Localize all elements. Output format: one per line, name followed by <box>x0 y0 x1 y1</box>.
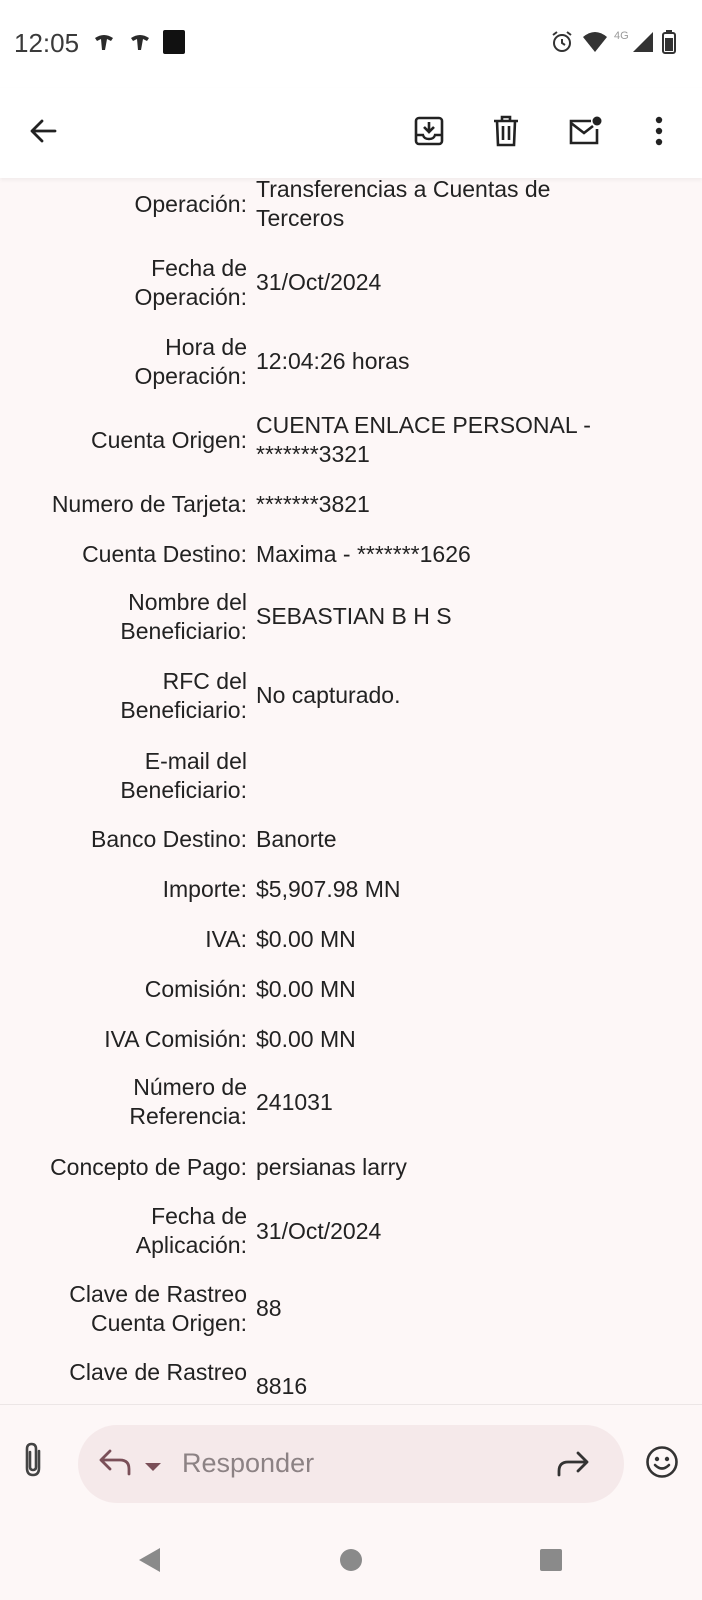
detail-value: Transferencias a Cuentas de Terceros <box>256 178 551 231</box>
forward-icon[interactable] <box>556 1449 590 1482</box>
detail-value: 88 <box>256 1295 282 1321</box>
reply-placeholder: Responder <box>182 1448 315 1478</box>
reply-field[interactable] <box>78 1425 624 1503</box>
nav-back-icon[interactable] <box>136 1546 162 1579</box>
detail-label: Número de Referencia: <box>129 1074 247 1129</box>
more-vertical-icon <box>654 115 664 152</box>
detail-value: CUENTA ENLACE PERSONAL - *******3321 <box>256 412 591 467</box>
detail-label: IVA: <box>205 926 247 952</box>
battery-icon <box>662 30 676 59</box>
signal-icon <box>632 30 654 59</box>
attach-button[interactable] <box>20 1441 46 1484</box>
detail-value: 241031 <box>256 1089 333 1115</box>
nav-recents-icon[interactable] <box>539 1548 563 1577</box>
mark-unread-button[interactable] <box>558 106 612 160</box>
reply-bar <box>0 1404 702 1519</box>
notification-icon <box>128 30 152 59</box>
archive-button[interactable] <box>402 106 456 160</box>
paperclip-icon <box>20 1466 46 1483</box>
alarm-icon <box>550 30 574 59</box>
status-bar <box>0 0 702 88</box>
detail-label: Clave de Rastreo <box>69 1359 247 1385</box>
email-toolbar <box>0 88 702 178</box>
reply-icon <box>98 1447 132 1482</box>
detail-label: Comisión: <box>144 976 247 1002</box>
detail-label: Nombre del Beneficiario: <box>120 589 247 644</box>
email-body <box>0 178 702 1404</box>
detail-value: persianas larry <box>256 1154 407 1180</box>
detail-value: Banorte <box>256 826 337 852</box>
back-button[interactable] <box>16 106 70 160</box>
detail-label: E-mail del Beneficiario: <box>120 748 247 803</box>
system-navigation-bar <box>0 1518 702 1600</box>
wifi-icon <box>582 30 608 59</box>
detail-value: 8816 <box>256 1373 308 1399</box>
detail-value: Maxima - *******1626 <box>256 541 471 567</box>
detail-value: $0.00 MN <box>256 976 356 1002</box>
detail-label: Banco Destino: <box>91 826 247 852</box>
trash-icon <box>491 115 521 152</box>
back-arrow-icon <box>28 116 58 151</box>
reply-options-dropdown-icon[interactable] <box>144 1459 162 1477</box>
detail-value: 31/Oct/2024 <box>256 1218 382 1244</box>
detail-value: $0.00 MN <box>256 1026 356 1052</box>
detail-label: Importe: <box>162 876 247 902</box>
detail-label: Cuenta Destino: <box>82 541 247 567</box>
detail-label: IVA Comisión: <box>104 1026 247 1052</box>
more-options-button[interactable] <box>632 106 686 160</box>
detail-label: Clave de Rastreo Cuenta Origen: <box>69 1281 247 1336</box>
detail-value: $5,907.98 MN <box>256 876 401 902</box>
detail-label: Concepto de Pago: <box>50 1154 247 1180</box>
detail-label: Cuenta Origen: <box>91 427 247 453</box>
app-notification-icon <box>162 29 186 60</box>
detail-label: Numero de Tarjeta: <box>51 491 247 517</box>
detail-value: $0.00 MN <box>256 926 356 952</box>
nav-home-icon[interactable] <box>339 1548 363 1577</box>
detail-value: 31/Oct/2024 <box>256 269 382 295</box>
detail-value: 12:04:26 horas <box>256 348 410 374</box>
detail-label: Hora de Operación: <box>134 334 247 389</box>
detail-value: *******3821 <box>256 491 370 517</box>
detail-label: Operación: <box>134 191 247 217</box>
detail-label: Fecha de Operación: <box>134 255 247 310</box>
delete-button[interactable] <box>479 106 533 160</box>
detail-label: RFC del Beneficiario: <box>120 668 247 723</box>
mark-unread-mail-icon <box>567 115 603 152</box>
emoji-button[interactable] <box>645 1445 679 1484</box>
network-type-label: 4G <box>614 30 629 42</box>
detail-value: No capturado. <box>256 682 401 708</box>
status-time: 12:05 <box>14 28 80 58</box>
archive-icon <box>413 115 445 152</box>
notification-icon <box>92 30 116 59</box>
detail-label: Fecha de Aplicación: <box>135 1203 247 1258</box>
smiley-icon <box>645 1466 679 1483</box>
detail-value: SEBASTIAN B H S <box>256 603 452 629</box>
